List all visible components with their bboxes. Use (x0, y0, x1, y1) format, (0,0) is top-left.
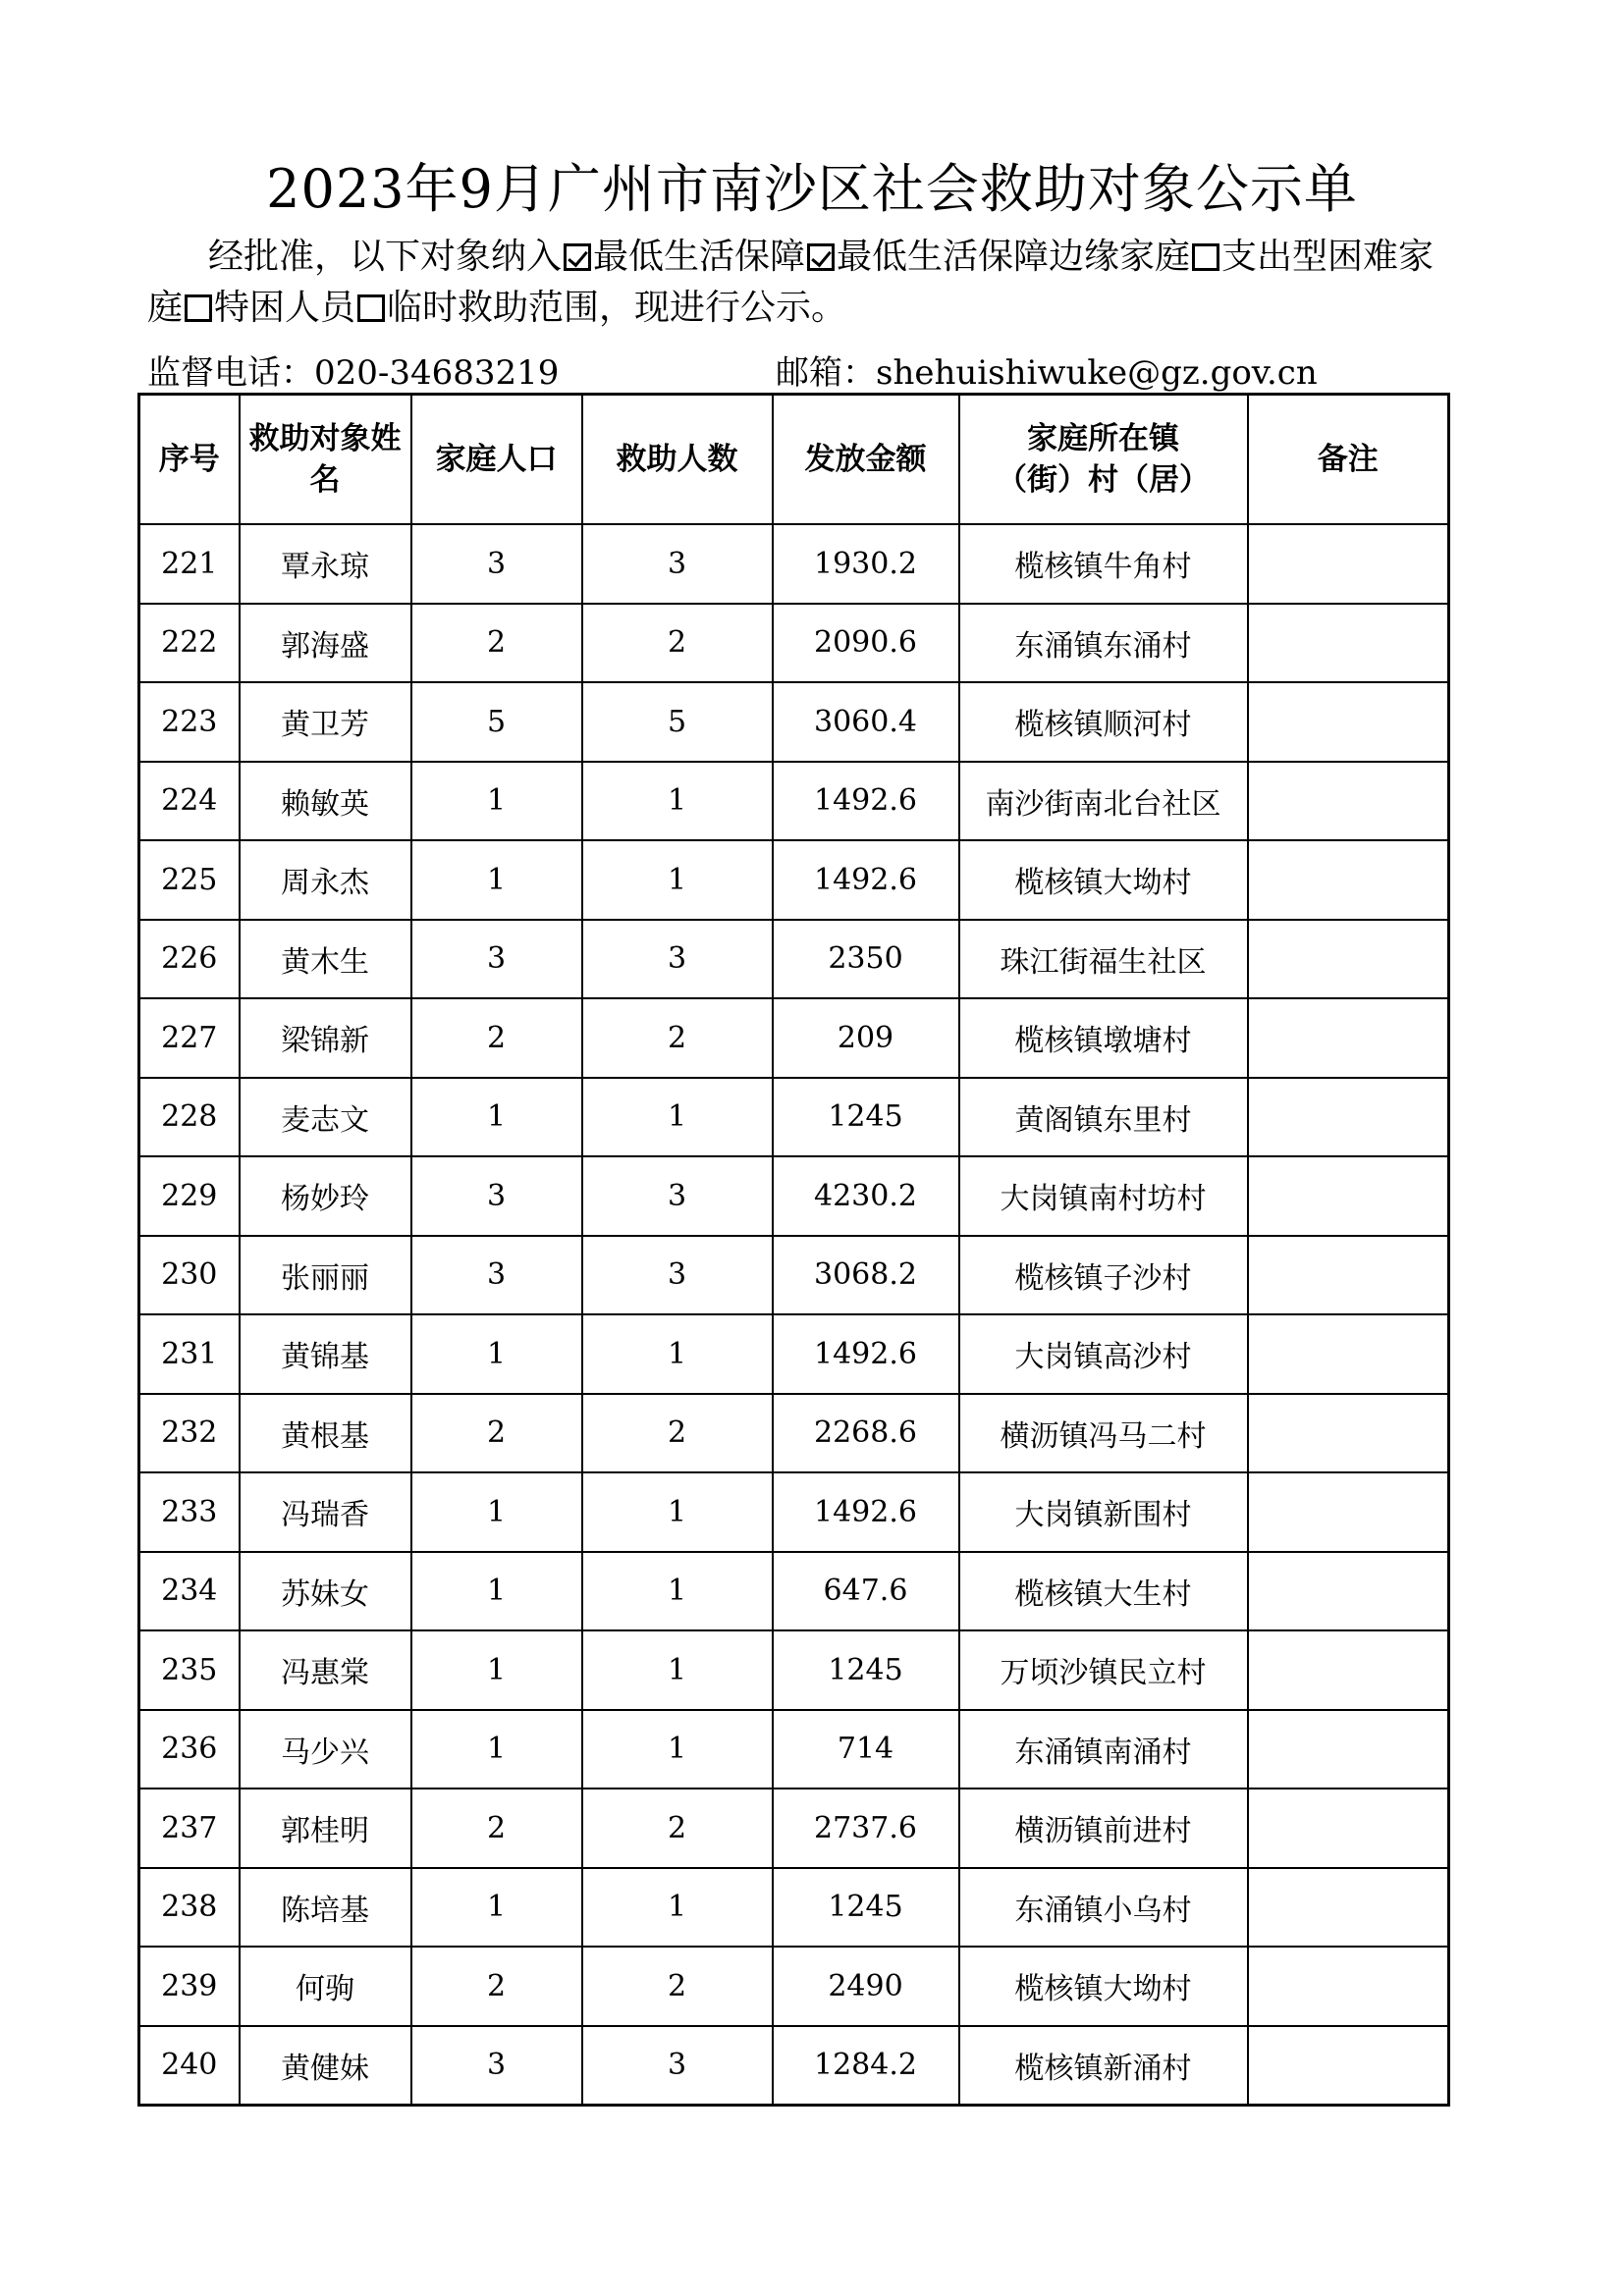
location-cell: 珠江街福生社区 (959, 920, 1248, 999)
household-size-cell: 1 (411, 1314, 582, 1394)
amount-cell: 714 (773, 1710, 959, 1789)
location-cell: 万顷沙镇民立村 (959, 1630, 1248, 1710)
name-cell: 张丽丽 (240, 1236, 411, 1315)
name-cell: 马少兴 (240, 1710, 411, 1789)
aided-count-cell: 1 (582, 1868, 773, 1948)
serial-cell: 233 (139, 1472, 240, 1552)
household-size-cell: 3 (411, 1236, 582, 1315)
checkbox-icon (1192, 243, 1219, 271)
amount-cell: 209 (773, 998, 959, 1078)
aided-count-cell: 2 (582, 1789, 773, 1868)
location-cell: 榄核镇新涌村 (959, 2026, 1248, 2106)
name-cell: 周永杰 (240, 840, 411, 920)
option-label: 临时救助范围，现进行公示。 (387, 288, 847, 328)
household-size-cell: 2 (411, 998, 582, 1078)
household-size-cell: 1 (411, 840, 582, 920)
document-title: 2023年9月广州市南沙区社会救助对象公示单 (266, 158, 1358, 220)
amount-cell: 1245 (773, 1868, 959, 1948)
contact-email: 邮箱：shehuishiwuke@gz.gov.cn (776, 353, 1318, 393)
household-size-cell: 1 (411, 1078, 582, 1157)
aided-count-cell: 2 (582, 604, 773, 683)
aided-count-cell: 1 (582, 840, 773, 920)
table-row (139, 1078, 1449, 1157)
serial-cell: 227 (139, 998, 240, 1078)
location-cell: 横沥镇冯马二村 (959, 1394, 1248, 1473)
table-row (139, 1947, 1449, 2026)
header-location (959, 395, 1248, 525)
amount-cell: 2737.6 (773, 1789, 959, 1868)
serial-cell: 239 (139, 1947, 240, 2026)
table-row (139, 1789, 1449, 1868)
household-size-cell: 3 (411, 2026, 582, 2106)
option-label: 最低生活保障边缘家庭 (837, 237, 1191, 277)
household-size-cell: 1 (411, 1630, 582, 1710)
amount-cell: 2490 (773, 1947, 959, 2026)
amount-cell: 3060.4 (773, 682, 959, 762)
name-cell: 冯瑞香 (240, 1472, 411, 1552)
table-row (139, 2026, 1449, 2106)
serial-cell: 231 (139, 1314, 240, 1394)
serial-cell: 237 (139, 1789, 240, 1868)
aided-count-cell: 1 (582, 1078, 773, 1157)
amount-cell: 1284.2 (773, 2026, 959, 2106)
remarks-cell (1248, 2026, 1449, 2106)
table-row (139, 1552, 1449, 1631)
option-label: 支出型困难家庭 (147, 237, 1435, 328)
location-cell: 榄核镇大坳村 (959, 1947, 1248, 2026)
household-size-cell: 1 (411, 1710, 582, 1789)
name-cell: 覃永琼 (240, 524, 411, 604)
header-aided-count: 救助人数 (582, 395, 773, 525)
name-cell: 郭海盛 (240, 604, 411, 683)
household-size-cell: 2 (411, 1947, 582, 2026)
aided-count-cell: 3 (582, 2026, 773, 2106)
aided-count-cell: 1 (582, 1630, 773, 1710)
remarks-cell (1248, 604, 1449, 683)
location-cell: 榄核镇顺河村 (959, 682, 1248, 762)
serial-cell: 235 (139, 1630, 240, 1710)
remarks-cell (1248, 998, 1449, 1078)
table-row (139, 1236, 1449, 1315)
aided-count-cell: 3 (582, 524, 773, 604)
table-header-row (139, 395, 1449, 525)
aided-count-cell: 1 (582, 1710, 773, 1789)
table-row (139, 1472, 1449, 1552)
amount-cell: 4230.2 (773, 1156, 959, 1236)
location-cell: 榄核镇大生村 (959, 1552, 1248, 1631)
header-name-text: 救助对象姓名 (248, 421, 402, 498)
serial-cell: 229 (139, 1156, 240, 1236)
table-row (139, 840, 1449, 920)
serial-cell: 228 (139, 1078, 240, 1157)
location-cell: 榄核镇墩塘村 (959, 998, 1248, 1078)
supervision-phone: 监督电话：020-34683219 (147, 353, 560, 393)
name-cell: 杨妙玲 (240, 1156, 411, 1236)
household-size-cell: 3 (411, 920, 582, 999)
option-label: 特困人员 (214, 288, 356, 328)
location-cell: 大岗镇南村坊村 (959, 1156, 1248, 1236)
table-row (139, 1710, 1449, 1789)
remarks-cell (1248, 762, 1449, 841)
remarks-cell (1248, 524, 1449, 604)
aided-count-cell: 2 (582, 1947, 773, 2026)
name-cell: 苏妹女 (240, 1552, 411, 1631)
remarks-cell (1248, 1552, 1449, 1631)
household-size-cell: 3 (411, 1156, 582, 1236)
option-label: 最低生活保障 (593, 237, 806, 277)
remarks-cell (1248, 840, 1449, 920)
remarks-cell (1248, 1314, 1449, 1394)
amount-cell: 1492.6 (773, 762, 959, 841)
aided-count-cell: 5 (582, 682, 773, 762)
checkbox-icon (185, 294, 212, 322)
header-household-size: 家庭人口 (411, 395, 582, 525)
checkbox-icon (564, 243, 591, 271)
serial-cell: 240 (139, 2026, 240, 2106)
remarks-cell (1248, 1394, 1449, 1473)
aided-count-cell: 3 (582, 1156, 773, 1236)
amount-cell: 647.6 (773, 1552, 959, 1631)
location-cell: 东涌镇南涌村 (959, 1710, 1248, 1789)
header-amount: 发放金额 (773, 395, 959, 525)
amount-cell: 1245 (773, 1630, 959, 1710)
amount-cell: 1492.6 (773, 1472, 959, 1552)
location-cell: 榄核镇牛角村 (959, 524, 1248, 604)
remarks-cell (1248, 1078, 1449, 1157)
name-cell: 冯惠棠 (240, 1630, 411, 1710)
table-row (139, 1314, 1449, 1394)
table-row (139, 682, 1449, 762)
remarks-cell (1248, 1236, 1449, 1315)
aided-count-cell: 1 (582, 762, 773, 841)
amount-cell: 1492.6 (773, 1314, 959, 1394)
household-size-cell: 1 (411, 1472, 582, 1552)
table-row (139, 920, 1449, 999)
location-cell: 大岗镇高沙村 (959, 1314, 1248, 1394)
serial-cell: 226 (139, 920, 240, 999)
table-row (139, 762, 1449, 841)
name-cell: 黄健妹 (240, 2026, 411, 2106)
remarks-cell (1248, 1156, 1449, 1236)
table-row (139, 1156, 1449, 1236)
household-size-cell: 2 (411, 1394, 582, 1473)
serial-cell: 236 (139, 1710, 240, 1789)
serial-cell: 238 (139, 1868, 240, 1948)
header-location-text: 家庭所在镇（街）村（居） (996, 421, 1210, 498)
table-row (139, 524, 1449, 604)
aided-count-cell: 1 (582, 1314, 773, 1394)
serial-cell: 224 (139, 762, 240, 841)
serial-cell: 223 (139, 682, 240, 762)
location-cell: 榄核镇子沙村 (959, 1236, 1248, 1315)
serial-cell: 230 (139, 1236, 240, 1315)
amount-cell: 1492.6 (773, 840, 959, 920)
location-cell: 东涌镇小乌村 (959, 1868, 1248, 1948)
household-size-cell: 1 (411, 1868, 582, 1948)
amount-cell: 2268.6 (773, 1394, 959, 1473)
intro-prefix: 经批准，以下对象纳入 (208, 237, 563, 277)
intro-paragraph (147, 232, 1463, 334)
serial-cell: 221 (139, 524, 240, 604)
amount-cell: 1245 (773, 1078, 959, 1157)
location-cell: 黄阁镇东里村 (959, 1078, 1248, 1157)
remarks-cell (1248, 1789, 1449, 1868)
header-name (240, 395, 411, 525)
aided-count-cell: 3 (582, 1236, 773, 1315)
table-row (139, 998, 1449, 1078)
checkbox-icon (357, 294, 385, 322)
aided-count-cell: 2 (582, 1394, 773, 1473)
name-cell: 梁锦新 (240, 998, 411, 1078)
assistance-table (137, 393, 1450, 2107)
table-row (139, 1868, 1449, 1948)
remarks-cell (1248, 1630, 1449, 1710)
aided-count-cell: 1 (582, 1472, 773, 1552)
amount-cell: 2350 (773, 920, 959, 999)
checkbox-icon (807, 243, 835, 271)
household-size-cell: 3 (411, 524, 582, 604)
name-cell: 黄根基 (240, 1394, 411, 1473)
remarks-cell (1248, 1947, 1449, 2026)
table-row (139, 1394, 1449, 1473)
remarks-cell (1248, 1710, 1449, 1789)
name-cell: 陈培基 (240, 1868, 411, 1948)
location-cell: 东涌镇东涌村 (959, 604, 1248, 683)
amount-cell: 3068.2 (773, 1236, 959, 1315)
name-cell: 何驹 (240, 1947, 411, 2026)
name-cell: 黄木生 (240, 920, 411, 999)
name-cell: 黄锦基 (240, 1314, 411, 1394)
remarks-cell (1248, 1868, 1449, 1948)
remarks-cell (1248, 682, 1449, 762)
name-cell: 郭桂明 (240, 1789, 411, 1868)
table-row (139, 1630, 1449, 1710)
household-size-cell: 2 (411, 1789, 582, 1868)
remarks-cell (1248, 920, 1449, 999)
name-cell: 黄卫芳 (240, 682, 411, 762)
household-size-cell: 5 (411, 682, 582, 762)
location-cell: 榄核镇大坳村 (959, 840, 1248, 920)
aided-count-cell: 1 (582, 1552, 773, 1631)
amount-cell: 2090.6 (773, 604, 959, 683)
amount-cell: 1930.2 (773, 524, 959, 604)
household-size-cell: 1 (411, 1552, 582, 1631)
aided-count-cell: 2 (582, 998, 773, 1078)
location-cell: 横沥镇前进村 (959, 1789, 1248, 1868)
serial-cell: 234 (139, 1552, 240, 1631)
location-cell: 南沙街南北台社区 (959, 762, 1248, 841)
location-cell: 大岗镇新围村 (959, 1472, 1248, 1552)
aided-count-cell: 3 (582, 920, 773, 999)
name-cell: 麦志文 (240, 1078, 411, 1157)
serial-cell: 222 (139, 604, 240, 683)
remarks-cell (1248, 1472, 1449, 1552)
header-remarks: 备注 (1248, 395, 1449, 525)
name-cell: 赖敏英 (240, 762, 411, 841)
serial-cell: 232 (139, 1394, 240, 1473)
household-size-cell: 1 (411, 762, 582, 841)
header-serial: 序号 (139, 395, 240, 525)
serial-cell: 225 (139, 840, 240, 920)
household-size-cell: 2 (411, 604, 582, 683)
table-row (139, 604, 1449, 683)
